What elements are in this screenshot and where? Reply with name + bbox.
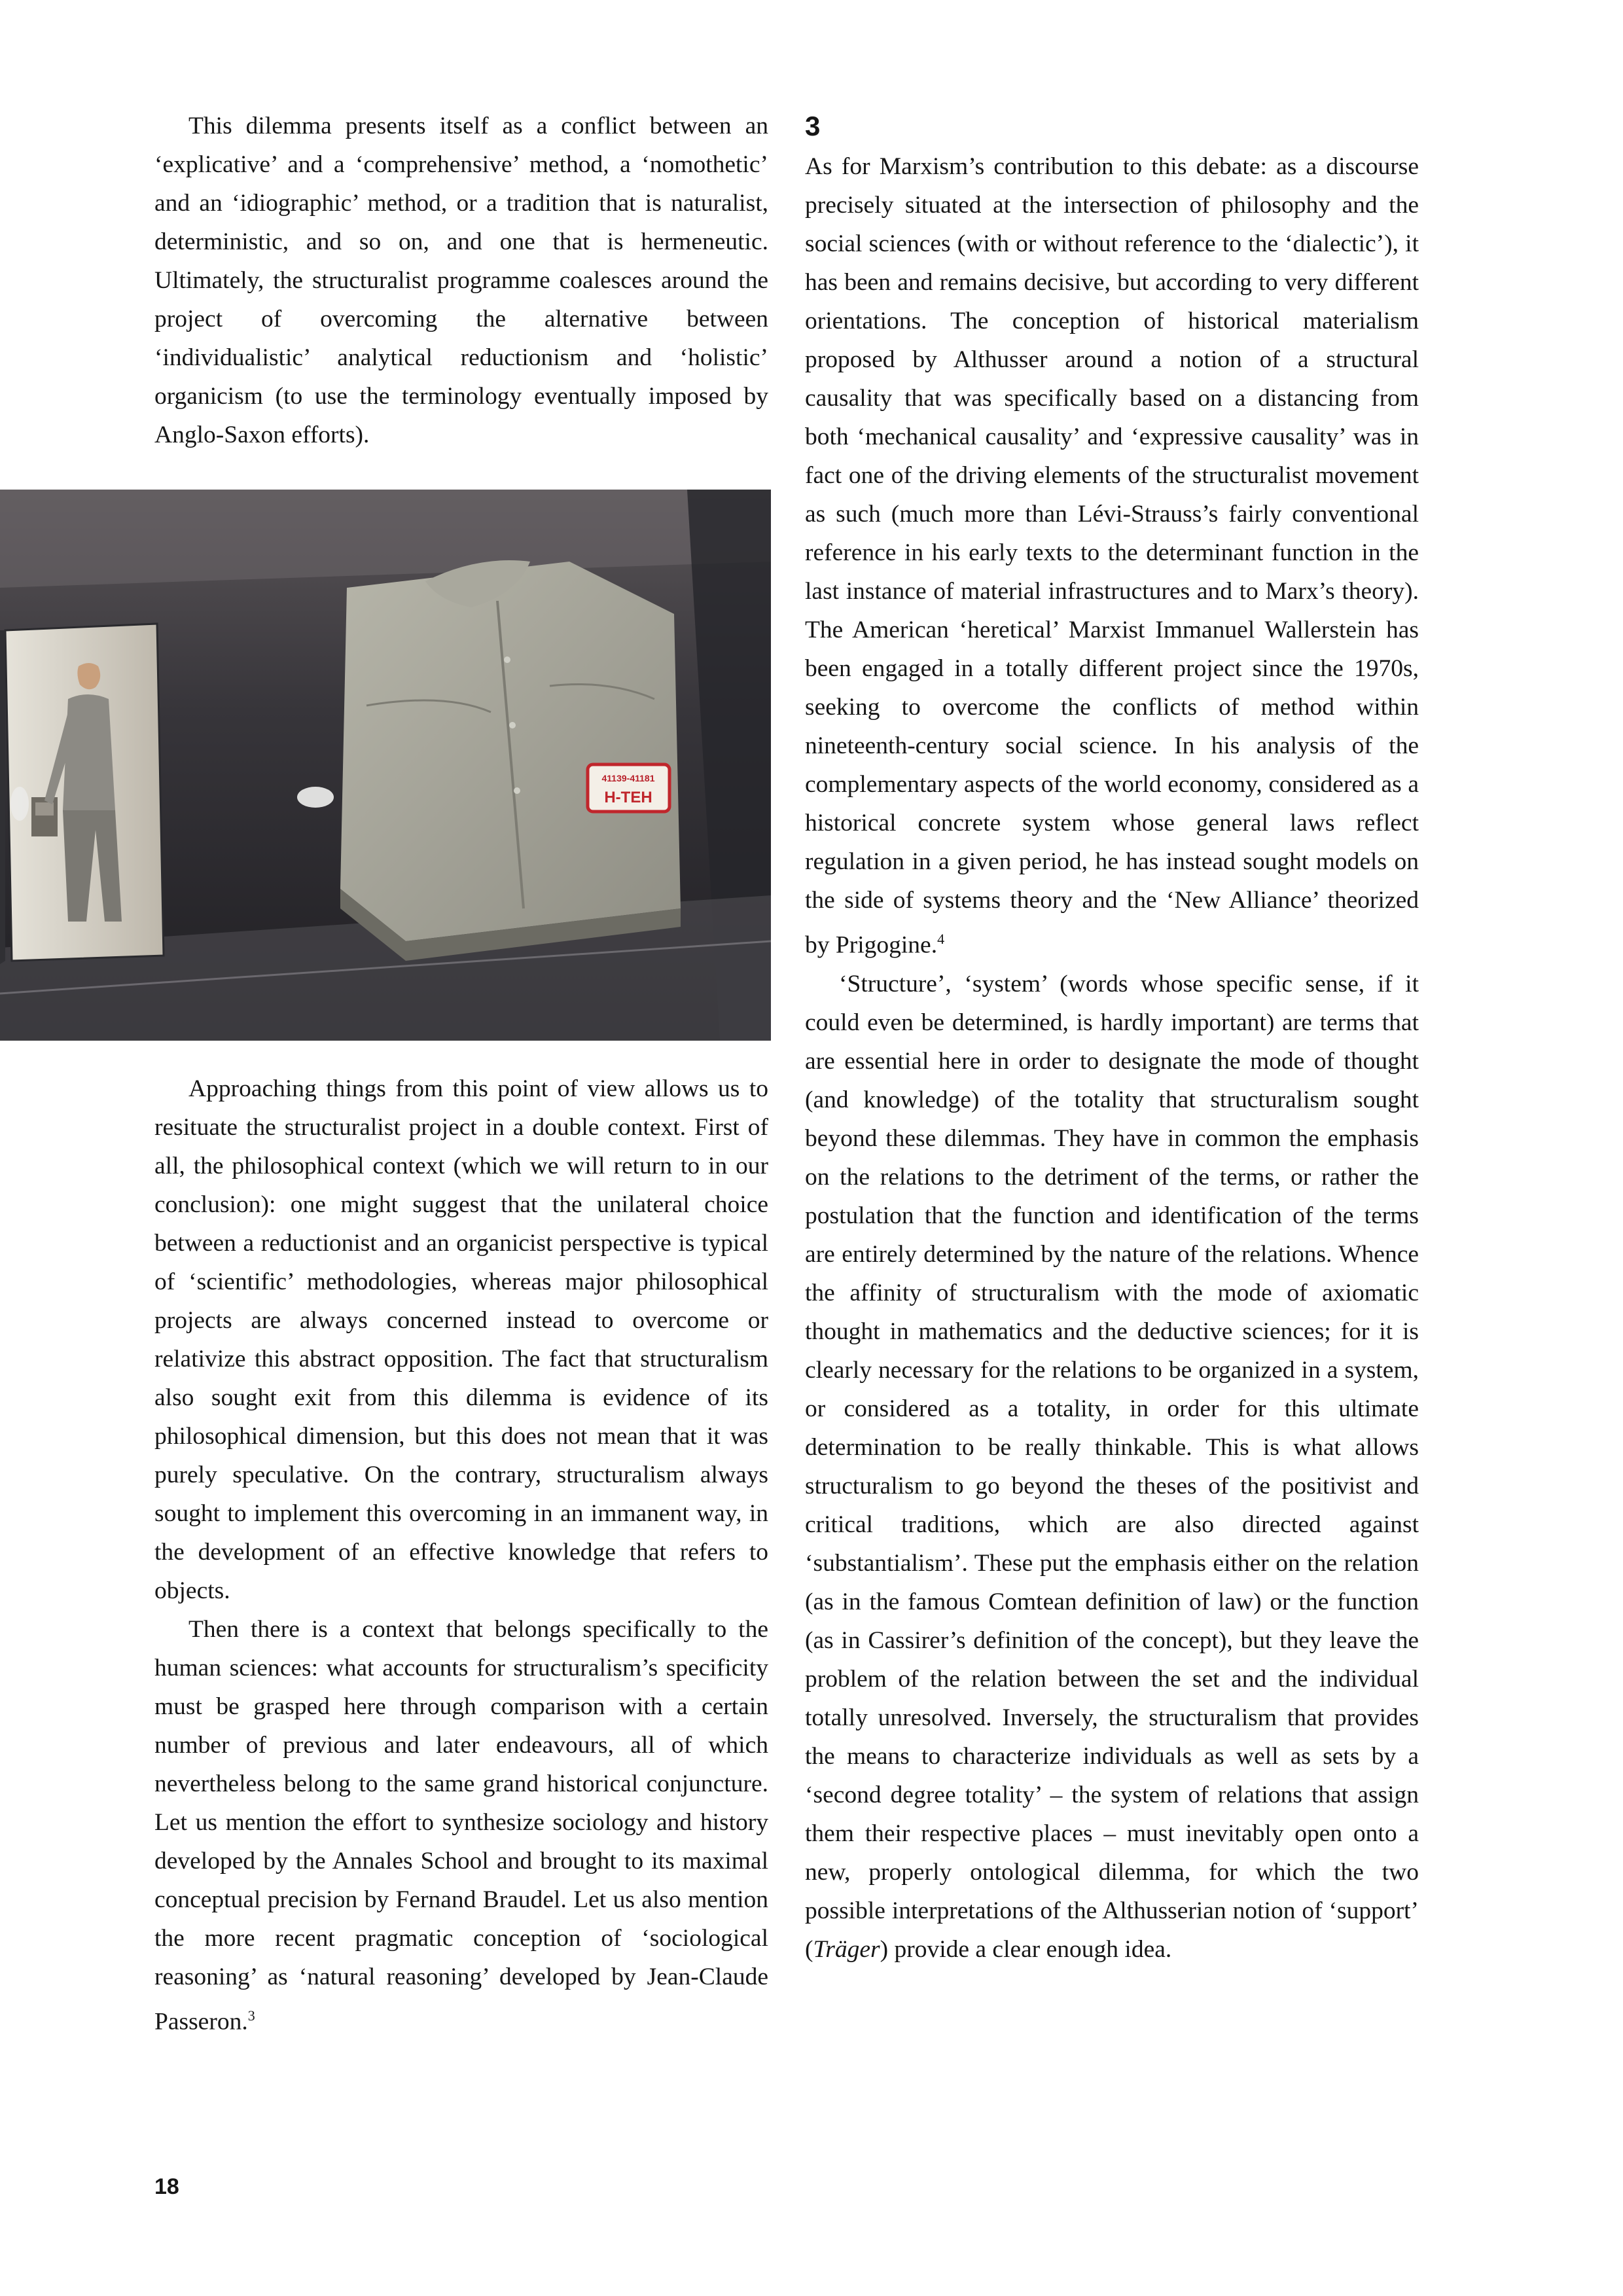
folded-grey-shirt bbox=[340, 560, 681, 961]
left-column-bottom bbox=[154, 1069, 768, 2041]
exhibit-photo bbox=[0, 490, 771, 1041]
patch-name: H-TEH bbox=[604, 789, 652, 806]
footnote-marker-3[interactable]: 3 bbox=[247, 2007, 255, 2024]
paragraph-structure-text: ‘Structure’, ‘system’ (words whose specific sense, if it could even be determined, is hardly important) are terms that are essential here in order to designate the mode of thought (and knowledge) of the totality that structuralism sought beyond these dilemmas. They have in common the emphasis on the relations to the detriment of the terms, or rather the postulation that the function and identification of the terms are entirely determined by the nature of the relations. Whence the affinity of structuralism with the mode of axiomatic thought in mathematics and the deductive sciences; for it is clearly necessary for the relations to be organized in a system, or considered as a totality, in order for this ultimate determination to be really thinkable. This is what allows structuralism to go beyond the theses of the positivist and critical traditions, which are also directed against ‘substantialism’. These put the emphasis either on the relation (as in the famous Comtean definition of law) or the function (as in Cassirer’s definition of the concept), but they leave the problem of the relation between the set and the individual totally unresolved. Inversely, the structuralism that provides the means to characterize individuals as well as sets by a ‘second degree totality’ – the system of relations that assign them their respective places – must inevitably open onto a new, properly ontological dilemma, for which the two possible interpretations of the Althusserian notion of ‘support’ ( bbox=[805, 970, 1419, 1963]
footnote-marker-4[interactable]: 4 bbox=[937, 931, 945, 947]
paragraph-human-sciences-text: Then there is a context that belongs specifically to the human sciences: what accounts for structuralism’s specificity must be grasped here through comparison with a certain number of previous and later endeavours, all of which nevertheless belong to the same grand historical conjuncture. Let us mention the effort to synthesize sociology and history developed by the Annales School and brought to its maximal conceptual precision by Fernand Braudel. Let us also mention the more recent pragmatic conception of ‘sociological reasoning’ as ‘natural reasoning’ developed by Jean-Claude Passeron. bbox=[154, 1616, 768, 2036]
name-patch bbox=[588, 764, 669, 812]
paragraph-marxism-text: As for Marxism’s contribution to this debate: as a discourse precisely situated at the intersection of philosophy and the social sciences (with or without reference to the ‘dialectic’), it has been and remains decisive, but according to very different orientations. The conception of historical materialism proposed by Althusser around a notion of a structural causality that was specifically based on a distancing from both ‘mechanical causality’ and ‘expressive causality’ was in fact one of the driving elements of the structuralist movement as such (much more than Lévi-Strauss’s fairly conventional reference in his early texts to the determinant function in the last instance of material infrastructures and to Marx’s theory). The American ‘heretical’ Marxist Immanuel Wallerstein has been engaged in a totally different project since the 1970s, seeking to overcome the conflicts of method within nineteenth-century social science. In his analysis of the complementary aspects of the world economy, considered as a historical concrete system whose general laws reflect regulation in a given period, he has instead sought models on the side of systems theory and the ‘New Alliance’ theorized by Prigogine. bbox=[805, 153, 1419, 959]
right-column bbox=[805, 107, 1419, 1969]
paragraph-dilemma: This dilemma presents itself as a conflict between an ‘explicative’ and a ‘comprehensive’ method, a ‘nomothetic’ and an ‘idiographic’ method, or a tradition that is naturalist, deterministic, and so on, and one that is hermeneutic. Ultimately, the structuralist programme coalesces around the project of overcoming the alternative between ‘individualistic’ analytical reductionism and ‘holistic’ organicism (to use the terminology eventually imposed by Anglo-Saxon efforts). bbox=[154, 113, 768, 448]
case-light bbox=[297, 787, 334, 808]
patch-number: 41139-41181 bbox=[601, 773, 655, 783]
paragraph-human-sciences bbox=[154, 1610, 768, 2041]
paragraph-structure-system bbox=[805, 965, 1419, 1969]
paragraph-structure-end: ) provide a clear enough idea. bbox=[880, 1935, 1172, 1963]
trager-term: Träger bbox=[813, 1935, 880, 1963]
left-column-top bbox=[154, 107, 768, 454]
person-head bbox=[77, 663, 100, 689]
paragraph-marxism bbox=[805, 147, 1419, 965]
paragraph-double-context: Approaching things from this point of view allows us to resituate the structuralist project in a double context. First of all, the philosophical context (which we will return to in our conclusion): one might suggest that the unilateral choice between a reductionist and an organicist perspective is typical of ‘scientific’ methodologies, whereas major philosophical projects are always concerned instead to overcome or relativize this abstract opposition. The fact that structuralism also sought exit from this dilemma is evidence of its philosophical dimension, but this does not mean that it was purely speculative. On the contrary, structuralism always sought to implement this overcoming in an immanent way, in the development of an effective knowledge that refers to objects. bbox=[154, 1075, 768, 1604]
page-number: 18 bbox=[154, 2174, 179, 2199]
section-number: 3 bbox=[805, 111, 821, 141]
